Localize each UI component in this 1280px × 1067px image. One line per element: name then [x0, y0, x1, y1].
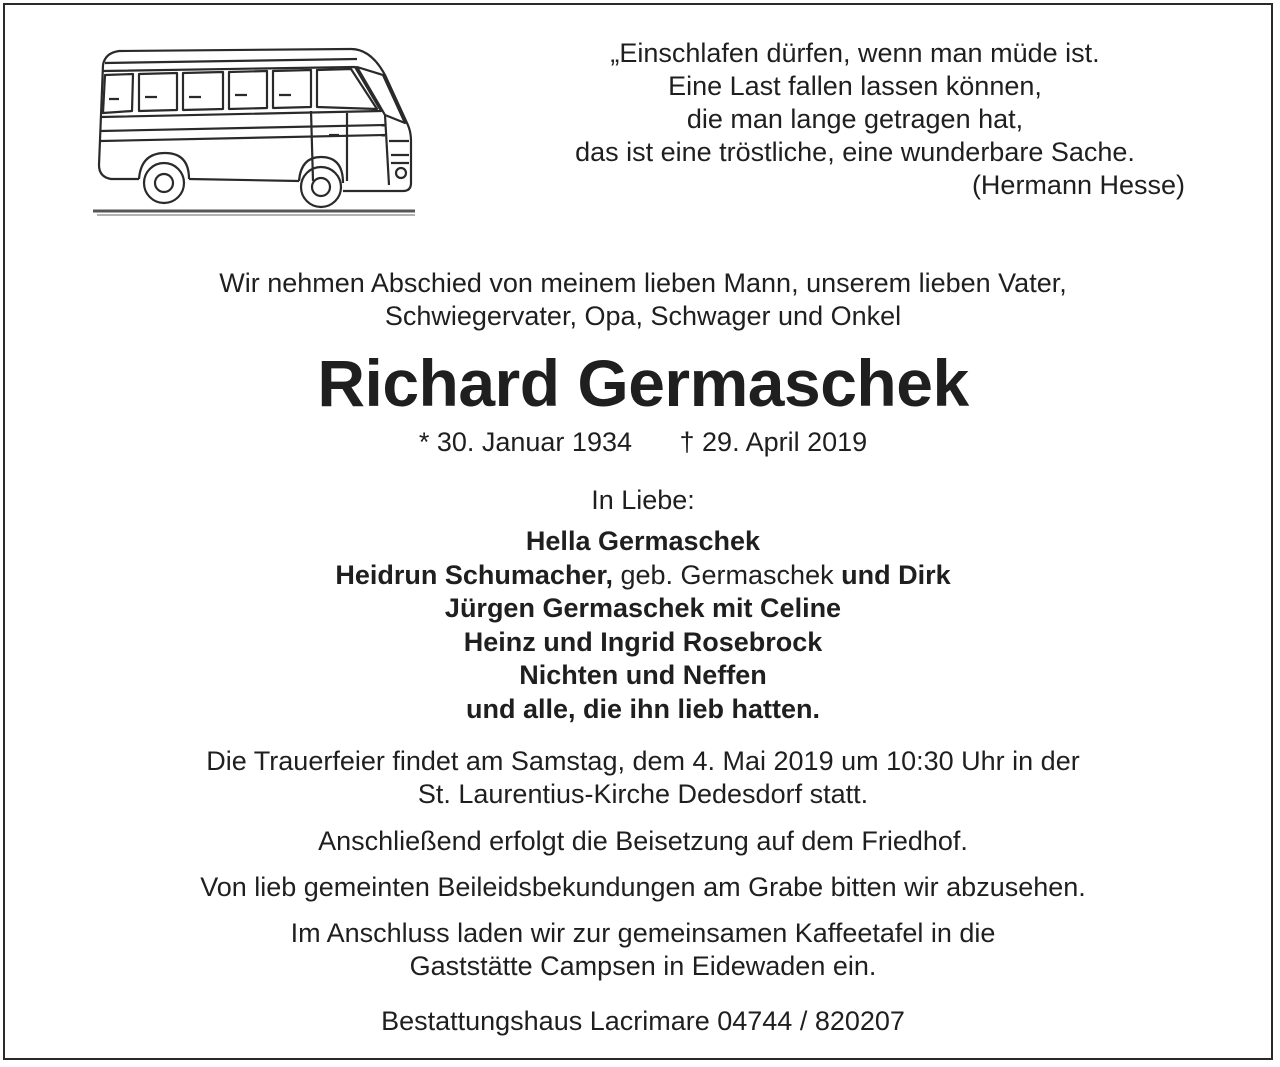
- death-date: † 29. April 2019: [679, 427, 868, 457]
- mourner-line: [5, 559, 1280, 593]
- birth-date: * 30. Januar 1934: [418, 427, 632, 457]
- farewell-intro: [5, 267, 1280, 333]
- mourners-heading: In Liebe:: [591, 485, 695, 515]
- quote-author: (Hermann Hesse): [971, 170, 1185, 200]
- undertaker-info: Bestattungshaus Lacrimare 04744 / 820207: [381, 1006, 905, 1036]
- coffee-line-1: Im Anschluss laden wir zur gemeinsamen Kaffeetafel in die: [290, 918, 996, 948]
- service-line-1: Die Trauerfeier findet am Samstag, dem 4. Mai 2019 um 10:30 Uhr in der: [206, 746, 1080, 776]
- intro-line-1: Wir nehmen Abschied von meinem lieben Mann, unserem lieben Vater,: [219, 268, 1067, 298]
- quote-line-1: „Einschlafen dürfen, wenn man müde ist.: [610, 38, 1100, 68]
- mourner-line: Hella Germaschek: [525, 526, 761, 556]
- mourner-line: Jürgen Germaschek mit Celine: [444, 593, 842, 623]
- obituary-card: [3, 3, 1273, 1060]
- quote-line-3: die man lange getragen hat,: [686, 104, 1024, 134]
- coffee-info: [5, 917, 1280, 983]
- burial-info: Anschließend erfolgt die Beisetzung auf dem Friedhof.: [318, 826, 968, 856]
- coffee-line-2: Gaststätte Campsen in Eidewaden ein.: [409, 951, 877, 981]
- hesse-quote: [525, 37, 1185, 202]
- intro-line-2: Schwiegervater, Opa, Schwager und Onkel: [384, 301, 902, 331]
- maiden-name: geb. Germaschek: [612, 559, 842, 590]
- service-line-2: St. Laurentius-Kirche Dedesdorf statt.: [417, 779, 869, 809]
- life-dates: [5, 425, 1280, 459]
- mourner-line: Nichten und Neffen: [519, 660, 767, 690]
- mourners-list: [5, 525, 1280, 726]
- condolences-info: Von lieb gemeinten Beileidsbekundungen am Grabe bitten wir abzusehen.: [200, 872, 1086, 902]
- minibus-illustration: [89, 45, 419, 217]
- mourner-line: und alle, die ihn lieb hatten.: [465, 693, 821, 724]
- quote-line-4: das ist eine tröstliche, eine wunderbare Sache.: [575, 137, 1135, 167]
- mourner-name: Heidrun Schumacher,: [335, 559, 613, 590]
- quote-line-2: Eine Last fallen lassen können,: [668, 71, 1042, 101]
- funeral-service-info: [5, 745, 1280, 811]
- mourner-line: Heinz und Ingrid Rosebrock: [463, 626, 823, 657]
- mourner-partner: und Dirk: [841, 559, 951, 590]
- deceased-name: Richard Germaschek: [317, 346, 969, 420]
